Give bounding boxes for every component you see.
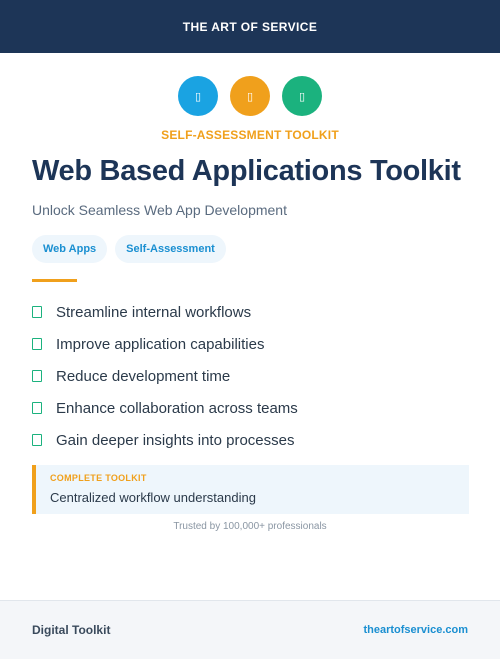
brand-header — [0, 0, 500, 53]
list-item — [32, 392, 472, 424]
green-square-icon: ▯ — [282, 76, 322, 116]
page-footer — [0, 600, 500, 659]
list-item — [32, 296, 472, 328]
benefit-text: Improve application capabilities — [56, 335, 265, 353]
callout-body: Centralized workflow understanding — [50, 490, 256, 505]
tag-self-assessment: Self-Assessment — [115, 235, 226, 263]
benefit-text: Gain deeper insights into processes — [56, 431, 295, 449]
page-title: Web Based Applications Toolkit — [32, 155, 461, 187]
footer-label: Digital Toolkit — [32, 623, 111, 637]
check-box-icon — [32, 434, 42, 446]
list-item — [32, 328, 472, 360]
benefit-list — [32, 296, 472, 456]
tag-list — [32, 235, 226, 263]
list-item — [32, 424, 472, 456]
benefit-text: Streamline internal workflows — [56, 303, 252, 321]
page-subtitle: Unlock Seamless Web App Development — [32, 202, 287, 218]
check-box-icon — [32, 306, 42, 318]
check-box-icon — [32, 370, 42, 382]
list-item — [32, 360, 472, 392]
orange-square-icon: ▯ — [230, 76, 270, 116]
blue-square-icon: ▯ — [178, 76, 218, 116]
check-box-icon — [32, 338, 42, 350]
kicker-label: SELF-ASSESSMENT TOOLKIT — [161, 128, 339, 142]
icon-row — [0, 76, 500, 116]
brand-name: THE ART OF SERVICE — [182, 19, 318, 34]
trust-note: Trusted by 100,000+ professionals — [173, 521, 327, 532]
callout-label: COMPLETE TOOLKIT — [50, 473, 147, 483]
benefit-text: Reduce development time — [56, 367, 231, 385]
benefit-text: Enhance collaboration across teams — [56, 399, 298, 417]
tag-web-apps: Web Apps — [32, 235, 107, 263]
website-link[interactable]: theartofservice.com — [363, 624, 468, 636]
check-box-icon — [32, 402, 42, 414]
toolkit-callout — [32, 465, 469, 514]
accent-divider — [32, 279, 77, 282]
